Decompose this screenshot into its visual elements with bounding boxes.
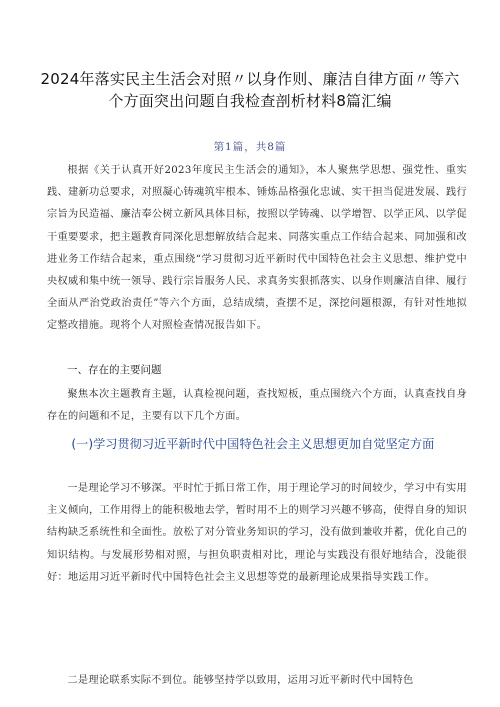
point-two-paragraph: 二是理论联系实际不到位。能够坚持学以致用，运用习近平新时代中国特色 bbox=[67, 675, 414, 686]
subsection-heading: (一)学习贯彻习近平新时代中国特色社会主义思想更加自觉坚定方面 bbox=[71, 437, 435, 451]
intro-paragraph: 根据《关于认真开好2023年度民主生活会的通知》，本人聚焦学思想、强党性、重实践、建新功总要求，对照凝心铸魂筑牢根本、锤炼品格强化忠诚、实干担当促进发展、践行宗旨为民造福、廉洁奉公树立新风具体目标，按照以学铸魂、以学增智、以学正风、以学促干重要要求，把主题教育同深化思想解放结合起来、同落实重点工作结合起来、同加强和改进业务工作结合起来，重点围绕“学习贯彻习近平新时代中国特色社会主义思想、维护党中央权威和集中统一领导、践行宗旨服务人民、求真务实狠抓落实、以身作则廉洁自律、履行全面从严治党政治责任”等六个方面，总结成绩，查摆不足，深挖问题根源，有针对性地拟定整改措施。现将个人对照检查情况报告如下。 bbox=[47, 165, 467, 332]
section-paragraph: 聚焦本次主题教育主题，认真检视问题，查找短板，重点围绕六个方面，认真查找自身存在的问题和不足，主要有以下几个方面。 bbox=[47, 389, 467, 423]
point-one-paragraph: 一是理论学习不够深。平时忙于抓日常工作，用于理论学习的时间较少，学习中有实用主义倾向，工作用得上的能积极地去学，暂时用不上的则学习兴趣不够高，使得自身的知识结构缺乏系统性和全面性。放松了对分管业务知识的学习，没有做到兼收并蓄，优化自己的知识结构。与发展形势相对照，与担负职责相对比，理论与实践没有很好地结合，没能很好：地运用习近平新时代中国特色社会主义思想等党的最新理论成果指导实践工作。 bbox=[47, 483, 467, 583]
document-title: 2024年落实民主生活会对照〃以身作则、廉洁自律方面〃等六个方面突出问题自我检查剖析材料8篇汇编 bbox=[40, 70, 460, 110]
section-heading: 一、存在的主要问题 bbox=[67, 364, 162, 376]
page-indicator: 第1篇，共8篇 bbox=[213, 141, 287, 153]
